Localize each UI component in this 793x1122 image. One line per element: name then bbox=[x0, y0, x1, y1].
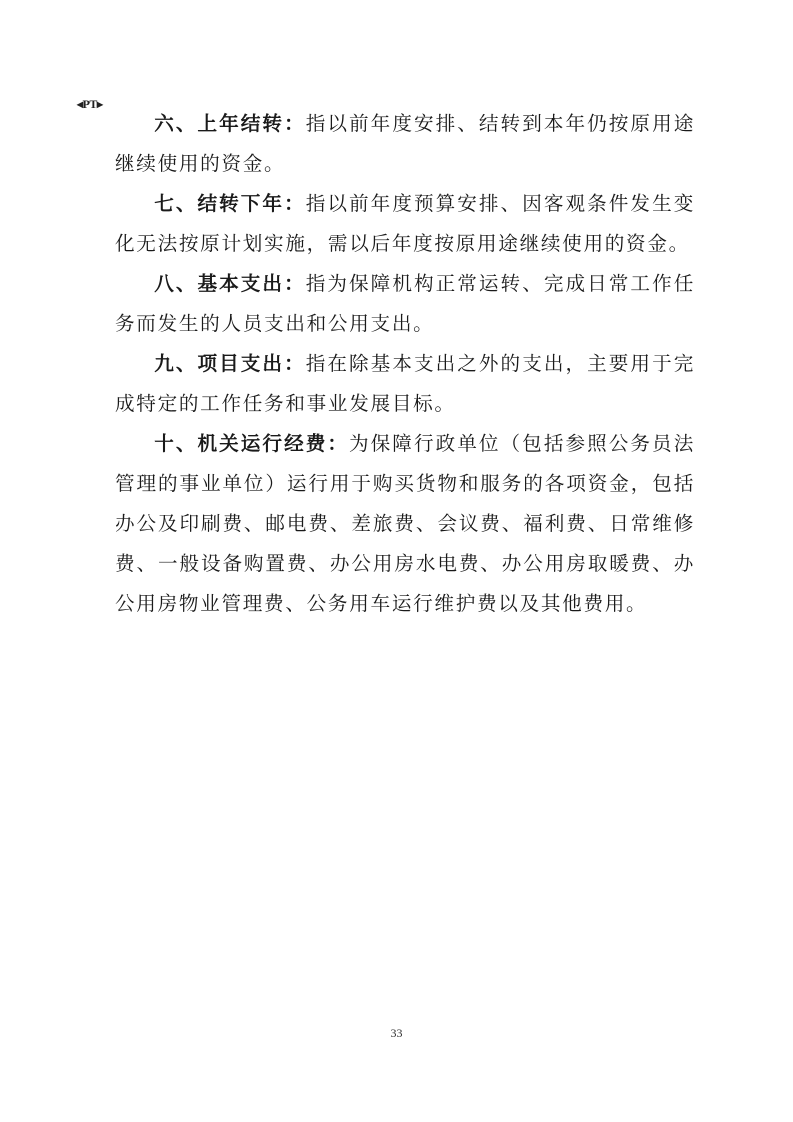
definition-term: 七、结转下年 bbox=[154, 192, 285, 215]
definitions-body bbox=[115, 104, 695, 624]
definition-text: 为保障行政单位（包括参照公务员法管理的事业单位）运行用于购买货物和服务的各项资金，包括办公及印刷费、邮电费、差旅费、会议费、福利费、日常维修费、一般设备购置费、办公用房水电费、办公用房取暖费、办公用房物业管理费、公务用车运行维护费以及其他费用。 bbox=[115, 432, 695, 615]
definition-paragraph bbox=[115, 424, 695, 624]
definition-paragraph bbox=[115, 344, 695, 424]
definition-text: 指为保障机构正常运转、完成日常工作任务而发生的人员支出和公用支出。 bbox=[115, 272, 696, 335]
definition-text: 指在除基本支出之外的支出，主要用于完成特定的工作任务和事业发展目标。 bbox=[115, 352, 696, 415]
definition-paragraph bbox=[115, 104, 695, 184]
definition-paragraph bbox=[115, 184, 695, 264]
term-separator: ： bbox=[327, 432, 350, 455]
definition-text: 指以前年度预算安排、因客观条件发生变化无法按原计划实施，需以后年度按原用途继续使用的资金。 bbox=[115, 192, 696, 255]
corner-mark: ◂PT▸ bbox=[77, 97, 103, 111]
page-number: 33 bbox=[390, 1026, 403, 1040]
term-separator: ： bbox=[284, 352, 306, 375]
definition-term: 十、机关运行经费 bbox=[154, 432, 328, 455]
definition-term: 六、上年结转 bbox=[154, 112, 285, 135]
definition-text: 指以前年度安排、结转到本年仍按原用途继续使用的资金。 bbox=[115, 112, 696, 175]
definition-paragraph bbox=[115, 264, 695, 344]
definition-term: 九、项目支出 bbox=[154, 352, 285, 375]
term-separator: ： bbox=[284, 192, 306, 215]
definition-term: 八、基本支出 bbox=[154, 272, 285, 295]
term-separator: ： bbox=[284, 272, 306, 295]
term-separator: ： bbox=[284, 112, 306, 135]
